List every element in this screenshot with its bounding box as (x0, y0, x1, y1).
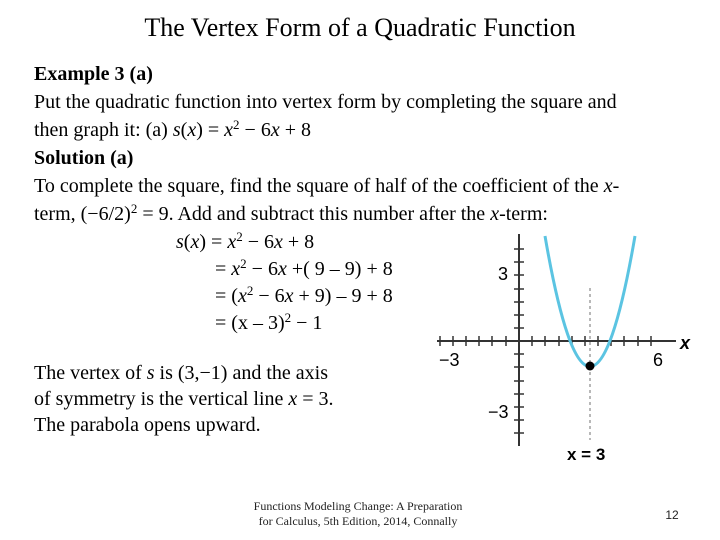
solution-line2: term, $(-6/2)^2 = 9$. Add and subtract this number after the x-term: (34, 201, 548, 225)
x-tick-label-neg3: −3 (439, 350, 460, 370)
axis-annotation: x = 3 (567, 445, 606, 464)
y-tick-label-neg3: −3 (488, 402, 509, 422)
step-2: = $x^2 - 6x$ +( 9 – 9) + 8 (215, 256, 393, 280)
page-number: 12 (665, 508, 679, 522)
step-3: = $(x^2 - 6x + 9) - 9 + 8$ (215, 283, 393, 307)
conclusion-line3: The parabola opens upward. (34, 414, 261, 436)
page-title: The Vertex Form of a Quadratic Function (144, 13, 576, 42)
vertex-point (586, 362, 595, 371)
x-tick-label-6: 6 (653, 350, 664, 370)
footer-line1: Functions Modeling Change: A Preparation (253, 499, 463, 513)
solution-heading: Solution (a) (34, 147, 134, 169)
conclusion-line1: The vertex of s is (3,−1) and the axis (34, 362, 328, 384)
solution-line1: To complete the square, find the square of half of the coefficient of the x- (34, 175, 620, 197)
conclusion-line2: of symmetry is the vertical line x = 3. (34, 388, 334, 410)
step-4: = (x – 3)$^2$ − 1 (215, 310, 323, 334)
step-1: $s(x) = x^2 - 6x + 8$ (176, 229, 315, 253)
footer-line2: for Calculus, 5th Edition, 2014, Connally (258, 514, 458, 528)
y-tick-label-3: 3 (498, 264, 509, 284)
example-heading: Example 3 (a) (34, 63, 153, 85)
example-function: $s(x) = x^2 - 6x + 8$ (172, 117, 311, 141)
x-axis-label: x (680, 333, 691, 353)
footer-citation (238, 499, 478, 529)
example-prompt-line1: Put the quadratic function into vertex form by completing the square and (34, 91, 617, 113)
example-prompt-line2-text: then graph it: (a) (34, 119, 173, 141)
